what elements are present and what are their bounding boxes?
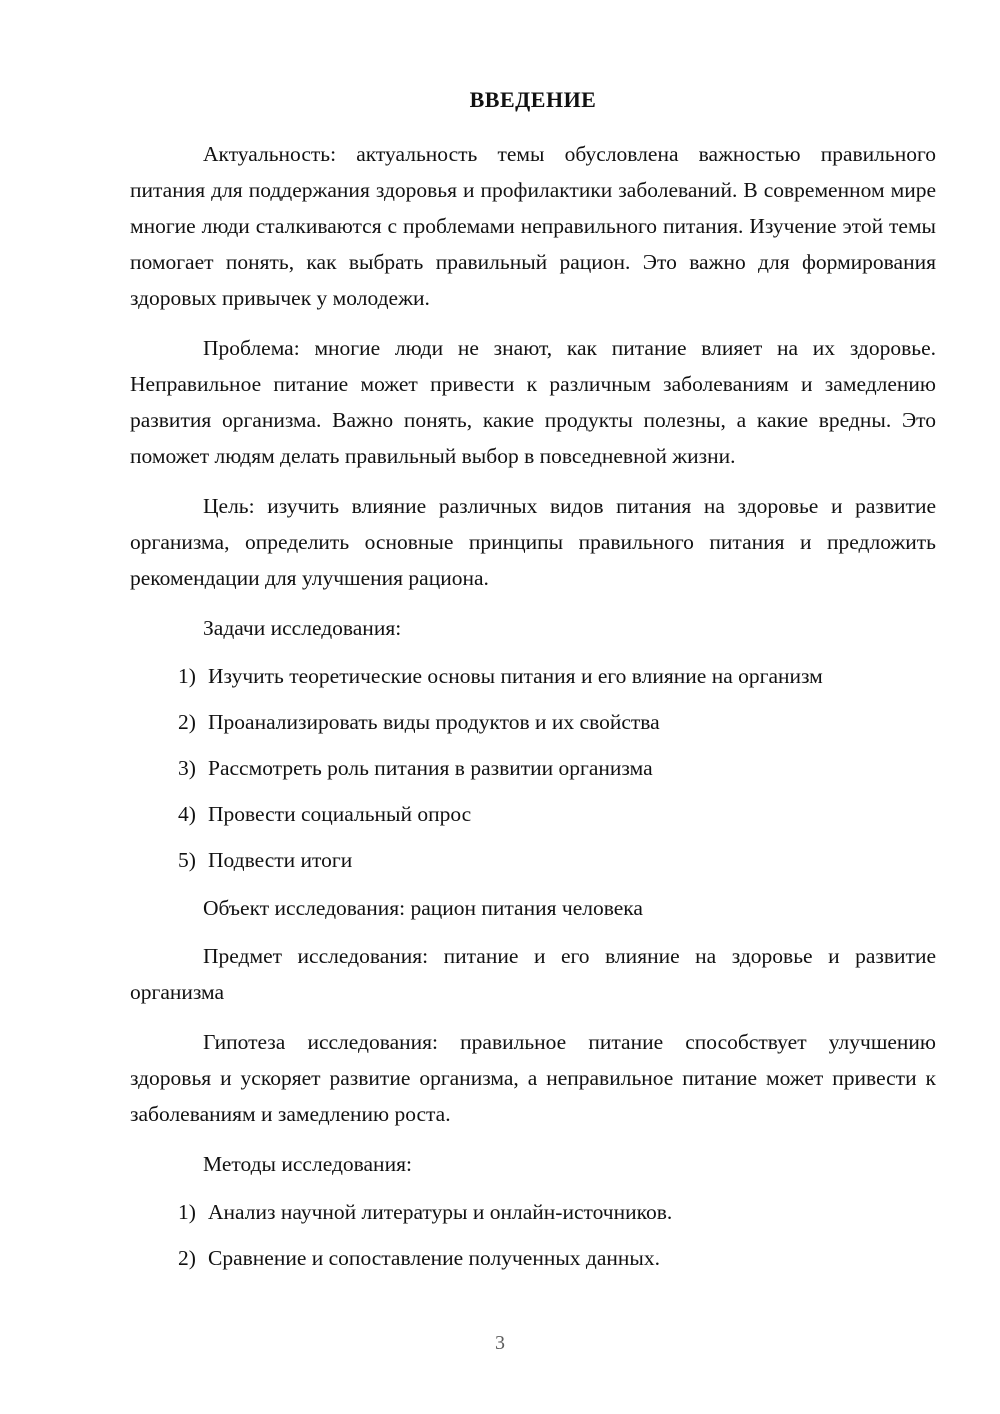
list-item-marker: 2) — [178, 709, 196, 734]
list-item-label: Рассмотреть роль питания в развитии организма — [208, 755, 653, 780]
paragraph-goal: Цель: изучить влияние различных видов питания на здоровье и развитие организма, определить основные принципы правильного питания и предложить рекомендации для улучшения рациона. — [130, 493, 936, 590]
list-item-label: Проанализировать виды продуктов и их свойства — [208, 709, 660, 734]
tasks-heading: Задачи исследования: — [203, 615, 402, 640]
page-number: 3 — [495, 1332, 505, 1354]
paragraph-problem: Проблема: многие люди не знают, как питание влияет на их здоровье. Неправильное питание может привести к различным заболеваниям и замедлению развития организма. Важно понять, какие продукты полезны, а какие вредны. Это поможет людям делать правильный выбор в повседневной жизни. — [130, 335, 936, 468]
paragraph-hypothesis: Гипотеза исследования: правильное питание способствует улучшению здоровья и ускоряет развитие организма, а неправильное питание может привести к заболеваниям и замедлению роста. — [130, 1029, 936, 1126]
list-item — [130, 1240, 936, 1276]
page-title: ВВЕДЕНИЕ — [469, 87, 597, 112]
list-item — [130, 796, 936, 832]
list-item-label: Провести социальный опрос — [208, 801, 472, 826]
list-item-marker: 5) — [178, 847, 196, 872]
list-item-marker: 4) — [178, 801, 196, 826]
list-item — [130, 750, 936, 786]
list-item-label: Анализ научной литературы и онлайн-источников. — [208, 1199, 673, 1224]
list-item — [130, 842, 936, 878]
list-item-marker: 1) — [178, 663, 196, 688]
methods-heading: Методы исследования: — [203, 1151, 412, 1176]
list-item-label: Сравнение и сопоставление полученных данных. — [208, 1245, 660, 1270]
paragraph-object: Объект исследования: рацион питания человека — [203, 895, 643, 920]
list-item — [130, 658, 936, 694]
list-item — [130, 1194, 936, 1230]
paragraph-subject: Предмет исследования: питание и его влияние на здоровье и развитие организма — [130, 943, 936, 1004]
list-item-marker: 3) — [178, 755, 196, 780]
list-item-marker: 2) — [178, 1245, 196, 1270]
document-body — [130, 86, 936, 1288]
list-item-label: Изучить теоретические основы питания и его влияние на организм — [208, 663, 823, 688]
tasks-list — [130, 658, 936, 878]
list-item-marker: 1) — [178, 1199, 196, 1224]
list-item — [130, 704, 936, 740]
paragraph-relevance: Актуальность: актуальность темы обусловлена важностью правильного питания для поддержания здоровья и профилактики заболеваний. В современном мире многие люди сталкиваются с проблемами неправильного питания. Изучение этой темы помогает понять, как выбрать правильный рацион. Это важно для формирования здоровых привычек у молодежи. — [130, 141, 936, 310]
list-item-label: Подвести итоги — [208, 847, 353, 872]
methods-list — [130, 1194, 936, 1276]
